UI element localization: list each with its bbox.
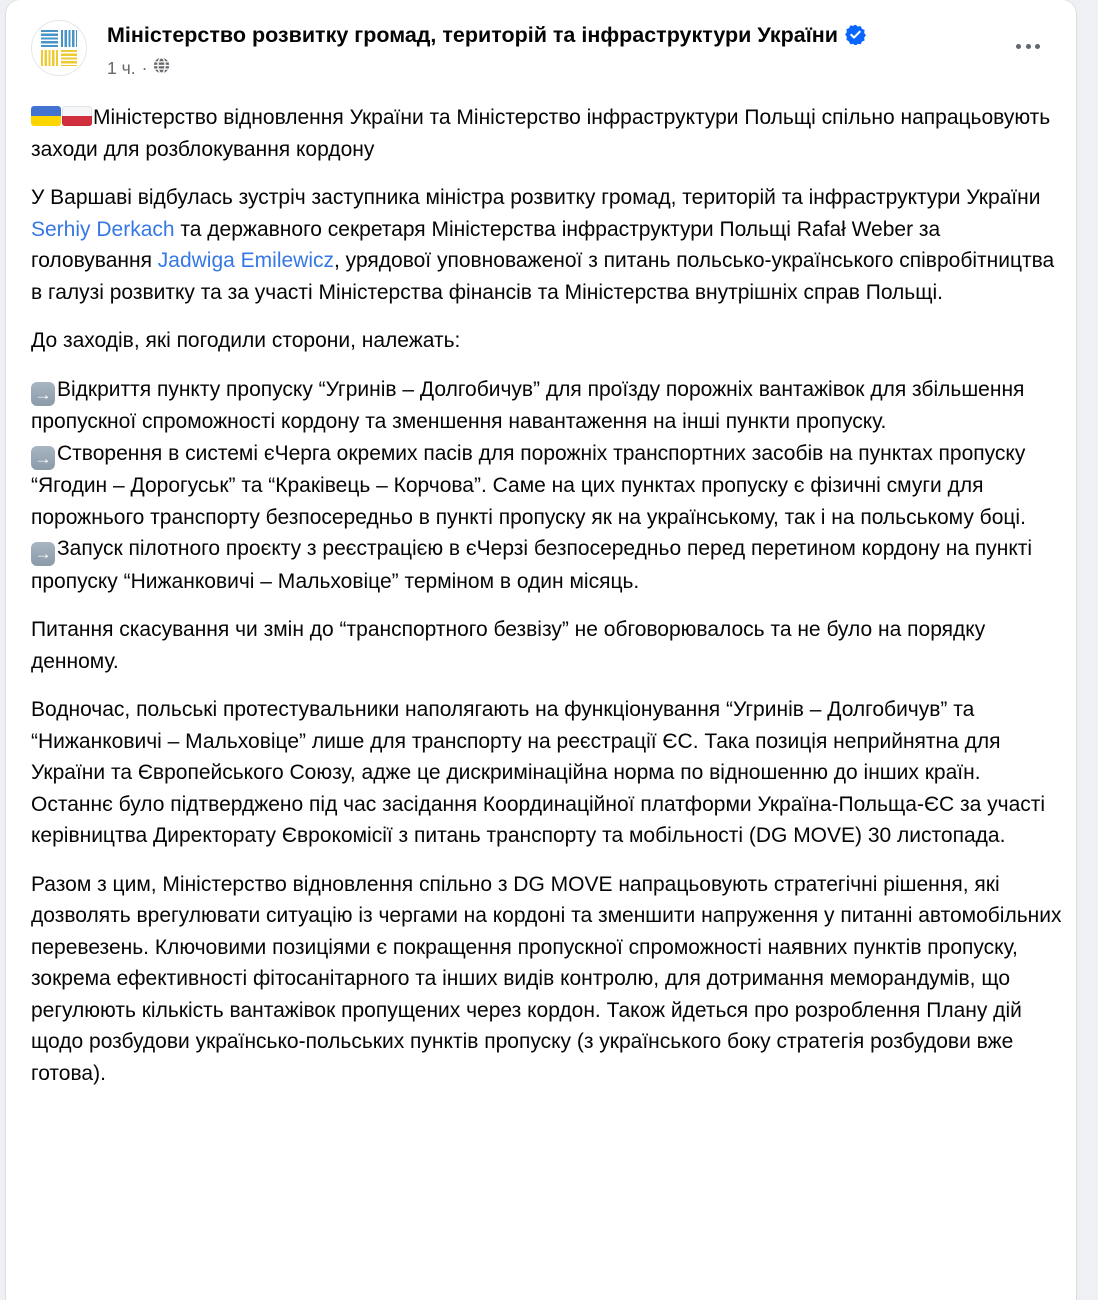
- ukraine-flag-icon: [31, 106, 61, 126]
- post-text-segment: та державного секретаря Міністерства інфраструктури Польщі Rafał Weber за головування: [31, 217, 941, 272]
- post-text-segment: Створення в системі єЧерга окремих пасів для порожніх транспортних засобів на пунктах пропуску “Ягодин – Дорогуськ” та “Краківець – Корчова”. Саме на цих пунктах пропуску є фізичні смуги для порожнього транспорту безпосередньо в пункті пропуску як на українському, так і на польському боці.: [31, 441, 1026, 529]
- more-options-icon: [1016, 44, 1021, 49]
- post-text-segment: У Варшаві відбулась зустріч заступника міністра розвитку громад, територій та інфраструктури України: [31, 186, 1041, 209]
- post-text-segment: , урядової уповноваженої з питань польсько-українського співробітництва в галузі розвитку та за участі Міністерства фінансів та Міністерства внутрішніх справ Польщі.: [31, 249, 1055, 304]
- post-text-segment: Водночас, польські протестувальники наполягають на функціонування “Угринів – Долгобичув” та “Нижанковичі – Мальховіце” лише для транспорту на реєстрації ЄС. Така позиція неприйнятна для України та Європейського Союзу, адже це дискримінаційна норма по відношенню до інших країн. Останнє було підтверджено під час засідання Координаційної платформи Україна-Польща-ЄС за участі керівництва Директорату Єврокомісії з питань транспорту та мобільності (DG MOVE) 30 листопада.: [31, 698, 1046, 847]
- post-text: [6, 79, 1076, 1119]
- page-name-link[interactable]: Міністерство розвитку громад, територій та інфраструктури України: [107, 23, 838, 47]
- meta-separator: ·: [141, 58, 148, 78]
- profile-link[interactable]: Jadwiga Emilewicz: [157, 249, 335, 272]
- globe-privacy-icon: [153, 57, 170, 79]
- post-paragraph: [31, 869, 1062, 1090]
- verified-badge-icon: [845, 24, 866, 52]
- post-paragraph: [31, 614, 1062, 677]
- poland-flag-icon: [62, 106, 92, 126]
- post-meta-row: [107, 57, 866, 79]
- post-paragraph: [31, 694, 1062, 852]
- profile-link[interactable]: Serhiy Derkach: [31, 217, 175, 241]
- arrow-right-icon: →: [31, 446, 55, 470]
- post-text-segment: Міністерство відновлення України та Міністерство інфраструктури Польщі спільно напрацьовують заходи для розблокування кордону: [31, 106, 1051, 161]
- post-timestamp[interactable]: 1 ч.: [107, 58, 136, 78]
- facebook-post-card: [6, 0, 1076, 1300]
- post-options-button[interactable]: [1008, 36, 1048, 57]
- post-paragraph: [31, 374, 1062, 438]
- post-paragraph: [31, 102, 1062, 165]
- post-header: [6, 0, 1076, 79]
- post-text-segment: Питання скасування чи змін до “транспортного безвізу” не обговорювалось та не було на порядку денному.: [31, 618, 986, 673]
- page-name-row: [107, 21, 866, 52]
- post-text-segment: Відкриття пункту пропуску “Угринів – Долгобичув” для проїзду порожніх вантажівок для збільшення пропускної спроможності кордону та зменшення навантаження на інші пункти пропуску.: [31, 377, 1025, 433]
- post-text-segment: До заходів, які погодили сторони, належать:: [31, 329, 461, 352]
- arrow-right-icon: →: [31, 382, 55, 406]
- post-paragraph: [31, 533, 1062, 597]
- page-avatar[interactable]: [31, 20, 87, 76]
- post-header-info: [107, 20, 866, 79]
- post-paragraph: [31, 182, 1062, 308]
- post-paragraph: [31, 438, 1062, 534]
- ministry-logo-icon: [41, 30, 77, 66]
- post-paragraph: [31, 325, 1062, 357]
- arrow-right-icon: →: [31, 542, 55, 566]
- post-text-segment: Разом з цим, Міністерство відновлення спільно з DG MOVE напрацьовують стратегічні рішення, які дозволять врегулювати ситуацію із чергами на кордоні та зменшити напруження у питанні автомобільних перевезень. Ключовими позиціями є покращення пропускної спроможності наявних пунктів пропуску, зокрема ефективності фітосанітарного та інших видів контролю, для дотримання меморандумів, що регулюють кількість вантажівок пропущених через кордон. Також йдеться про розроблення Плану дій щодо розбудови українсько-польських пунктів пропуску (з українського боку стратегія розбудови вже готова).: [31, 872, 1062, 1085]
- post-text-segment: Запуск пілотного проєкту з реєстрацією в єЧерзі безпосередньо перед перетином кордону на пункті пропуску “Нижанковичі – Мальховіце” терміном в один місяць.: [31, 537, 1033, 593]
